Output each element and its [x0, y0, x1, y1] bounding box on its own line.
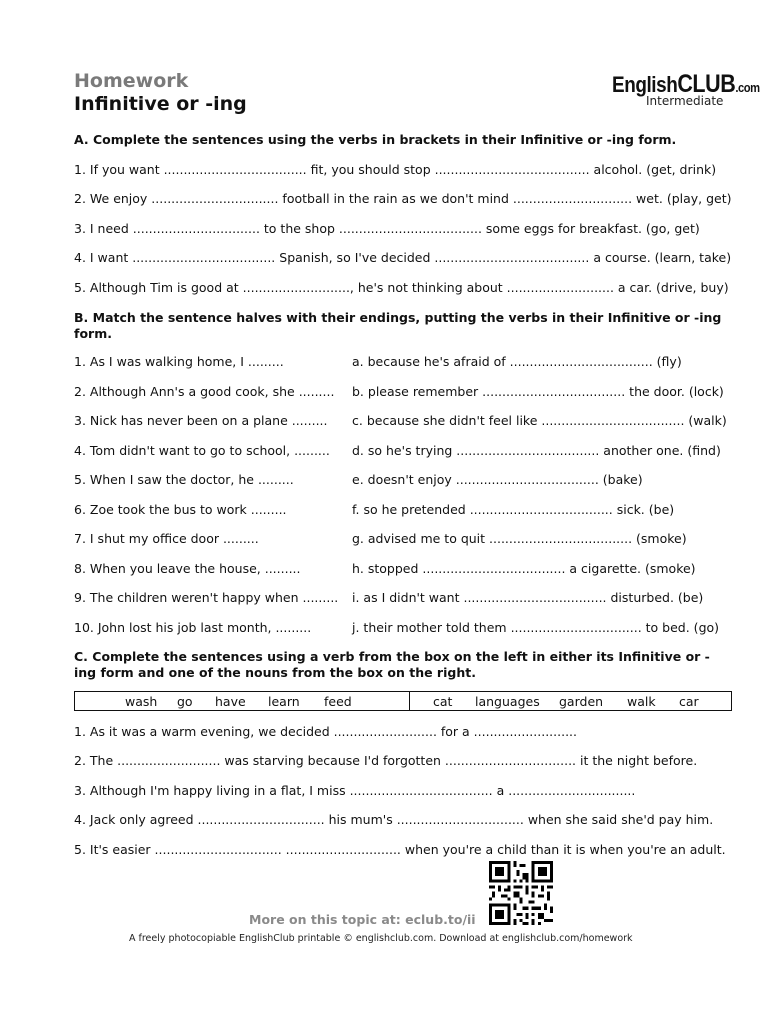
section-b-left-item: 6. Zoe took the bus to work ......... — [74, 502, 287, 517]
section-b-right-item: a. because he's afraid of .................................... (fly) — [352, 354, 682, 369]
section-b-right-item: g. advised me to quit .................................... (smoke) — [352, 531, 687, 546]
word-box-noun: cat — [433, 694, 453, 709]
section-b-right-item: i. as I didn't want .................................... disturbed. (be) — [352, 590, 704, 605]
section-b-right-item: f. so he pretended .................................... sick. (be) — [352, 502, 675, 517]
logo-club: CLUB — [677, 70, 736, 98]
word-box-noun: walk — [627, 694, 656, 709]
section-c-heading: C. Complete the sentences using a verb from the box on the left in either its Infinitive or -ing form and one of the nouns from the box on the right. — [74, 649, 710, 680]
section-c-item: 3. Although I'm happy living in a flat, I miss .................................... a ................................ — [74, 783, 636, 798]
section-b-left-item: 8. When you leave the house, ......... — [74, 561, 301, 576]
section-c-item: 1. As it was a warm evening, we decided .......................... for a .......................... — [74, 724, 577, 739]
section-b-left-item: 1. As I was walking home, I ......... — [74, 354, 284, 369]
footer-credit: A freely photocopiable EnglishClub printable © englishclub.com. Download at englishclub.com/homework — [129, 933, 633, 944]
section-b-left-item: 7. I shut my office door ......... — [74, 531, 259, 546]
section-b-left-item: 5. When I saw the doctor, he ......... — [74, 472, 294, 487]
section-b-left-item: 4. Tom didn't want to go to school, ......... — [74, 443, 330, 458]
word-box-divider — [409, 692, 410, 710]
section-b-left-item: 9. The children weren't happy when ......... — [74, 590, 339, 605]
section-b-left-item: 3. Nick has never been on a plane ......... — [74, 413, 328, 428]
section-a-heading: A. Complete the sentences using the verbs in brackets in their Infinitive or -ing form. — [74, 132, 677, 147]
section-b-right-item: h. stopped .................................... a cigarette. (smoke) — [352, 561, 696, 576]
qr-code[interactable] — [489, 861, 553, 925]
section-c-item: 4. Jack only agreed ................................ his mum's ................................ when she said she'd pay him. — [74, 812, 714, 827]
section-b-right-item: c. because she didn't feel like .................................... (walk) — [352, 413, 727, 428]
worksheet-title: Infinitive or -ing — [74, 93, 247, 115]
word-box-noun: car — [679, 694, 699, 709]
section-c-item: 5. It's easier ................................ ............................. when you're a child than it is when you're an adult. — [74, 842, 726, 857]
section-b-right-item: b. please remember .................................... the door. (lock) — [352, 384, 724, 399]
section-a-item: 3. I need ................................ to the shop .................................... some eggs for breakfast. (go, get) — [74, 221, 700, 236]
section-b-right-item: d. so he's trying .................................... another one. (find) — [352, 443, 721, 458]
section-b-left-item: 2. Although Ann's a good cook, she ......... — [74, 384, 335, 399]
word-box — [74, 691, 732, 711]
section-a-item: 5. Although Tim is good at ..........................., he's not thinking about ........................... a car. (drive, buy) — [74, 280, 729, 295]
word-box-verb: feed — [324, 694, 352, 709]
word-box-verb: wash — [125, 694, 158, 709]
word-box-noun: languages — [475, 694, 540, 709]
word-box-verb: go — [177, 694, 193, 709]
word-box-verb: have — [215, 694, 246, 709]
section-a-item: 1. If you want .................................... fit, you should stop ....................................... alcohol. (get, drink) — [74, 162, 717, 177]
section-a-item: 2. We enjoy ................................ football in the rain as we don't mind .............................. wet. (play, get) — [74, 191, 732, 206]
word-box-verb: learn — [268, 694, 300, 709]
section-b-heading: B. Match the sentence halves with their endings, putting the verbs in their Infinitive or -ing form. — [74, 310, 722, 341]
logo-english: English — [612, 72, 678, 97]
section-c-item: 2. The .......................... was starving because I'd forgotten ................................. it the night before. — [74, 753, 698, 768]
section-b-right-item: j. their mother told them ................................. to bed. (go) — [352, 620, 720, 635]
section-a-item: 4. I want .................................... Spanish, so I've decided ....................................... a course. (learn, take) — [74, 250, 732, 265]
more-on-topic-link[interactable]: More on this topic at: eclub.to/ii — [249, 912, 476, 927]
word-box-noun: garden — [559, 694, 604, 709]
worksheet-kicker: Homework — [74, 70, 189, 92]
logo-dotcom: .com — [735, 80, 760, 95]
section-b-right-item: e. doesn't enjoy .................................... (bake) — [352, 472, 643, 487]
section-b-left-item: 10. John lost his job last month, ......... — [74, 620, 312, 635]
level-label: Intermediate — [646, 94, 724, 108]
